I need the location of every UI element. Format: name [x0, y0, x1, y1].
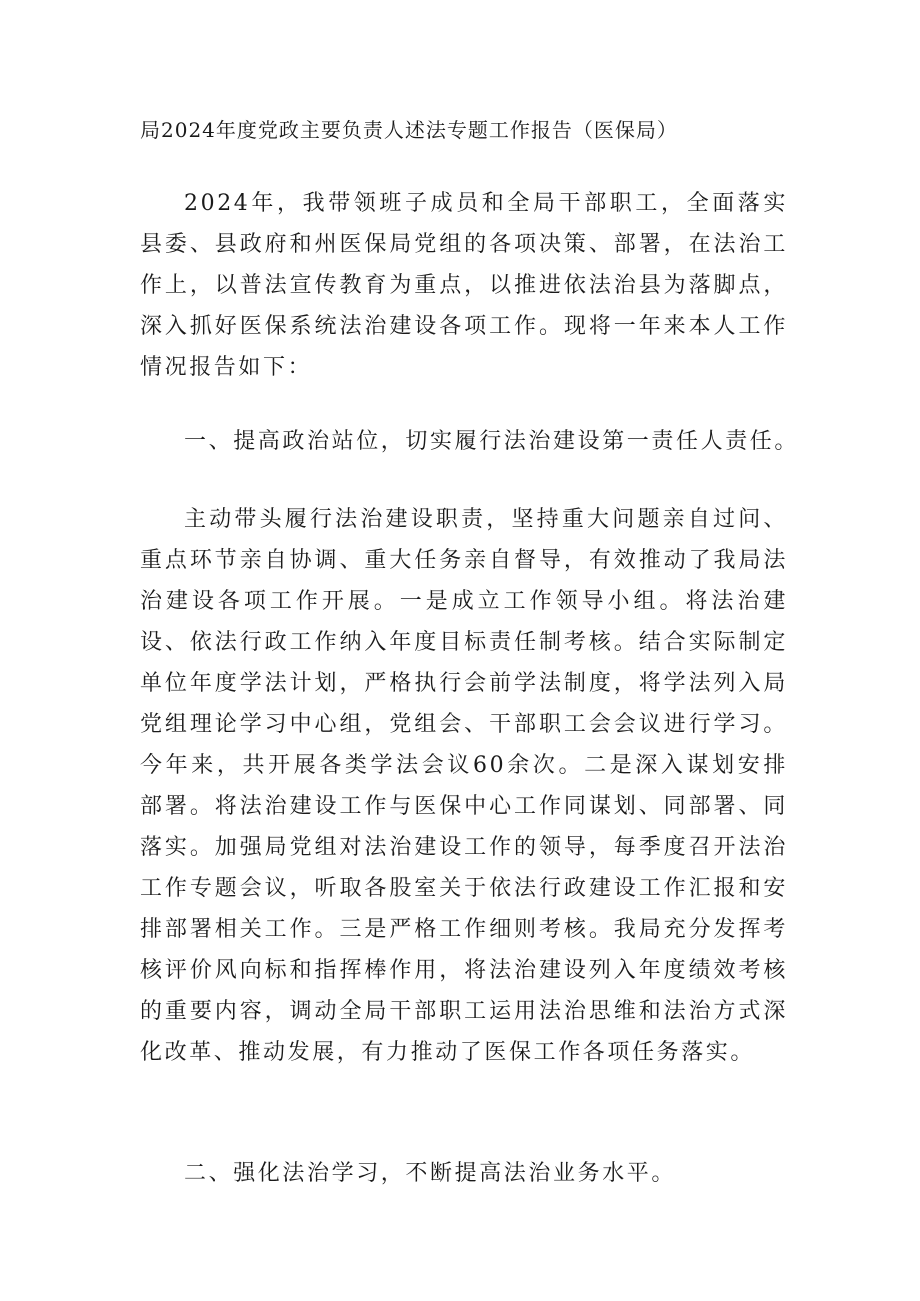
section-heading-1: 一、提高政治站位，切实履行法治建设第一责任人责任。: [184, 429, 800, 454]
document-title: 局2024年度党政主要负责人述法专题工作报告（医保局）: [140, 118, 678, 142]
section-1-paragraph: 主动带头履行法治建设职责，坚持重大问题亲自过问、重点环节亲自协调、重大任务亲自督导，有效推动了我局法治建设各项工作开展。一是成立工作领导小组。将法治建设、依法行政工作纳入年度目标责任制考核。结合实际制定单位年度学法计划，严格执行会前学法制度，将学法列入局党组理论学习中心组，党组会、干部职工会会议进行学习。今年来，共开展各类学法会议60余次。二是深入谋划安排部署。将法治建设工作与医保中心工作同谋划、同部署、同落实。加强局党组对法治建设工作的领导，每季度召开法治工作专题会议，听取各股室关于依法行政建设工作汇报和安排部署相关工作。三是严格工作细则考核。我局充分发挥考核评价风向标和指挥棒作用，将法治建设列入年度绩效考核的重要内容，调动全局干部职工运用法治思维和法治方式深化改革、推动发展，有力推动了医保工作各项任务落实。: [140, 507, 788, 1065]
section-heading-2: 二、强化法治学习，不断提高法治业务水平。: [184, 1161, 677, 1186]
intro-paragraph: 2024年，我带领班子成员和全局干部职工，全面落实县委、县政府和州医保局党组的各项决策、部署，在法治工作上，以普法宣传教育为重点，以推进依法治县为落脚点，深入抓好医保系统法治建设各项工作。现将一年来本人工作情况报告如下：: [140, 191, 788, 380]
